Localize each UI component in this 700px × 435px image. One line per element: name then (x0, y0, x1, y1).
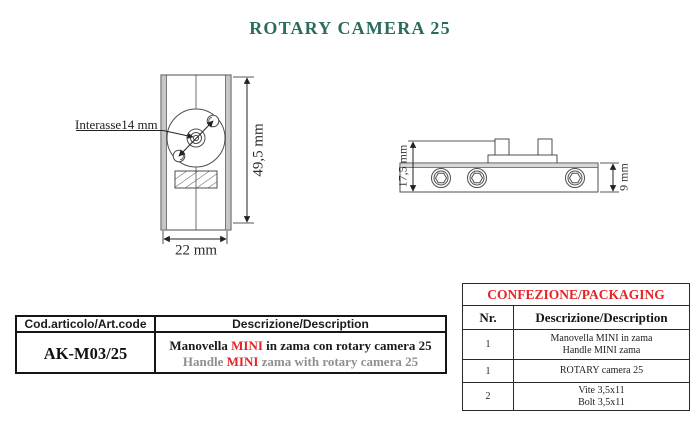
packaging-description-header: Descrizione/Description (535, 309, 668, 325)
packaging-row-description (514, 330, 689, 359)
side-view-total-height-dim: 17,5 mm (395, 144, 410, 188)
side-view-drawing (400, 139, 619, 192)
packaging-desc-line: Vite 3,5x11 (578, 385, 625, 396)
article-description-line1: Manovella MINI in zama con rotary camera 25 (169, 337, 432, 353)
article-description-value (156, 333, 445, 374)
packaging-table (462, 283, 690, 411)
packaging-table-header (463, 306, 689, 330)
article-table-header (17, 317, 445, 333)
packaging-row-qty: 1 (463, 330, 514, 359)
packaging-row (463, 330, 689, 360)
packaging-desc-line: Bolt 3,5x11 (578, 396, 625, 408)
front-view-drawing (76, 75, 254, 244)
packaging-row (463, 360, 689, 383)
article-table (15, 315, 447, 374)
packaging-row-description (514, 360, 689, 382)
packaging-desc-line: Manovella MINI in zama (550, 333, 653, 344)
front-view-width-dim: 22 mm (174, 242, 218, 259)
article-description-line2: Handle MINI zama with rotary camera 25 (182, 353, 419, 369)
front-view-height-dim: 49,5 mm (250, 123, 267, 177)
front-view-interasse-label: Interasse14 mm (75, 117, 158, 132)
side-view-body-height-dim: 9 mm (616, 163, 631, 191)
article-code-value: AK-M03/25 (17, 333, 156, 374)
packaging-row-qty: 1 (463, 360, 514, 382)
packaging-row-description (514, 383, 689, 410)
packaging-desc-line: Handle MINI zama (562, 344, 641, 356)
article-code-header: Cod.articolo/Art.code (17, 317, 156, 331)
packaging-row-qty: 2 (463, 383, 514, 410)
packaging-desc-line: ROTARY camera 25 (559, 365, 644, 377)
packaging-nr-header: Nr. (463, 306, 514, 329)
packaging-row (463, 383, 689, 410)
packaging-table-title: CONFEZIONE/PACKAGING (463, 284, 689, 306)
page-title: ROTARY CAMERA 25 (249, 18, 451, 38)
article-table-row (17, 333, 445, 374)
article-description-header: Descrizione/Description (232, 317, 369, 331)
